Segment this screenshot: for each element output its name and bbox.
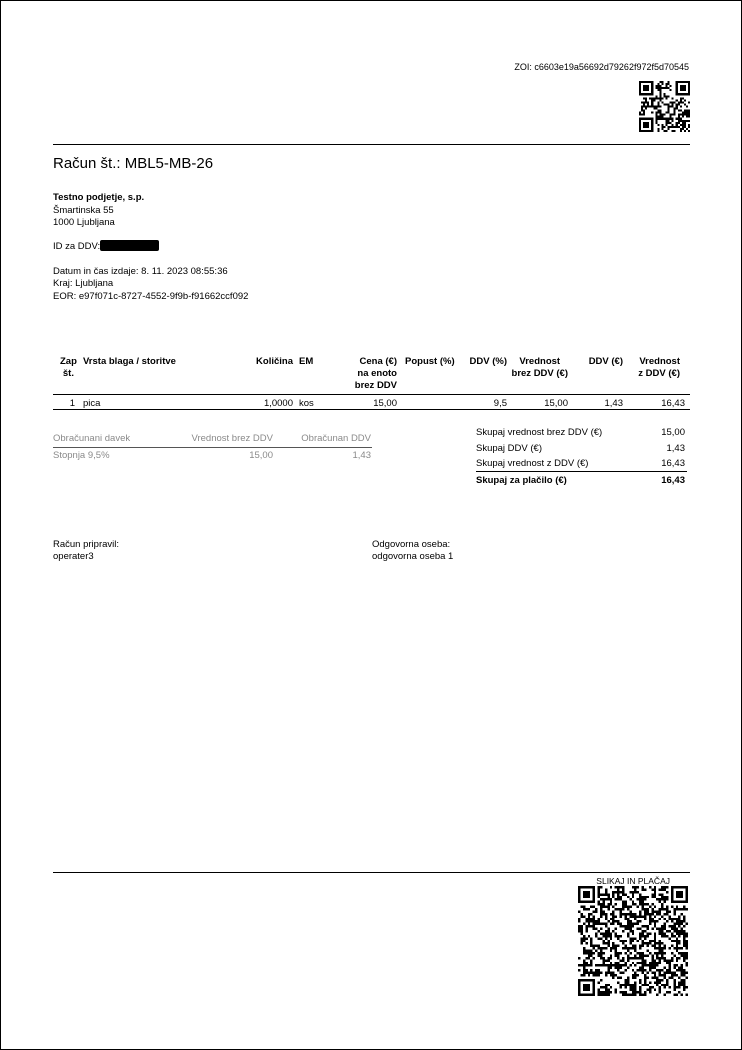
table-bottom-divider (53, 409, 690, 410)
table-header-divider (53, 394, 690, 395)
row-vat: 1,43 (604, 398, 623, 409)
tax-vat: 1,43 (352, 450, 371, 461)
redacted-vat-id (100, 240, 159, 251)
total-gross-label: Skupaj vrednost z DDV (€) (476, 458, 589, 469)
total-vat-label: Skupaj DDV (€) (476, 443, 542, 454)
issue-datetime: Datum in čas izdaje: 8. 11. 2023 08:55:36 (53, 266, 228, 277)
col-header-vat: DDV (€) (588, 356, 623, 367)
col-header-net: Vrednost brez DDV (€) (511, 356, 568, 379)
tax-rate: Stopnja 9,5% (53, 450, 110, 461)
zoi-code: ZOI: c6603e19a56692d79262f972f5d70545 (514, 62, 689, 72)
company-name: Testno podjetje, s.p. (53, 192, 145, 203)
responsible-person-label: Odgovorna oseba: (372, 539, 451, 550)
prepared-by-label: Račun pripravil: (53, 539, 119, 550)
row-net: 15,00 (544, 398, 568, 409)
company-street: Šmartinska 55 (53, 205, 114, 216)
invoice-title: Račun št.: MBL5-MB-26 (53, 155, 214, 172)
prepared-by-value: operater3 (53, 551, 94, 562)
total-net-value: 15,00 (661, 427, 685, 438)
issue-place: Kraj: Ljubljana (53, 278, 114, 289)
pay-qr-label: SLIKAJ IN PLAČAJ (596, 876, 670, 886)
col-header-gross: Vrednost z DDV (€) (638, 356, 680, 379)
col-header-unit: EM (299, 356, 314, 367)
footer-divider (53, 872, 690, 873)
row-price: 15,00 (373, 398, 397, 409)
tax-net: 15,00 (249, 450, 273, 461)
tax-header-divider (53, 447, 372, 448)
total-net-label: Skupaj vrednost brez DDV (€) (476, 427, 603, 438)
row-zap: 1 (69, 398, 75, 409)
row-unit: kos (299, 398, 314, 409)
eor-code: EOR: e97f071c-8727-4552-9f9b-f91662ccf092 (53, 291, 249, 302)
tax-header-net: Vrednost brez DDV (191, 433, 273, 444)
grand-total-value: 16,43 (661, 475, 685, 486)
col-header-quantity: Količina (256, 356, 293, 367)
company-city: 1000 Ljubljana (53, 217, 115, 228)
row-quantity: 1,0000 (263, 398, 293, 409)
tax-header-type: Obračunani davek (53, 433, 131, 444)
payment-qr-code (578, 886, 688, 996)
total-vat-value: 1,43 (666, 443, 685, 454)
header-divider (53, 144, 690, 145)
row-vat-pct: 9,5 (493, 398, 507, 409)
total-gross-value: 16,43 (661, 458, 685, 469)
zoi-qr-code (639, 81, 690, 132)
col-header-item: Vrsta blaga / storitve (83, 356, 176, 367)
col-header-price: Cena (€) na enoto brez DDV (354, 356, 397, 391)
col-header-vat-pct: DDV (%) (469, 356, 507, 367)
tax-header-vat: Obračunan DDV (301, 433, 371, 444)
row-item: pica (83, 398, 101, 409)
grand-total-label: Skupaj za plačilo (€) (476, 475, 567, 486)
totals-divider (476, 471, 687, 472)
responsible-person-value: odgovorna oseba 1 (372, 551, 454, 562)
col-header-zap: Zap št. (60, 356, 77, 379)
row-gross: 16,43 (661, 398, 685, 409)
vat-id-label: ID za DDV: (53, 241, 101, 252)
col-header-discount: Popust (%) (405, 356, 455, 367)
